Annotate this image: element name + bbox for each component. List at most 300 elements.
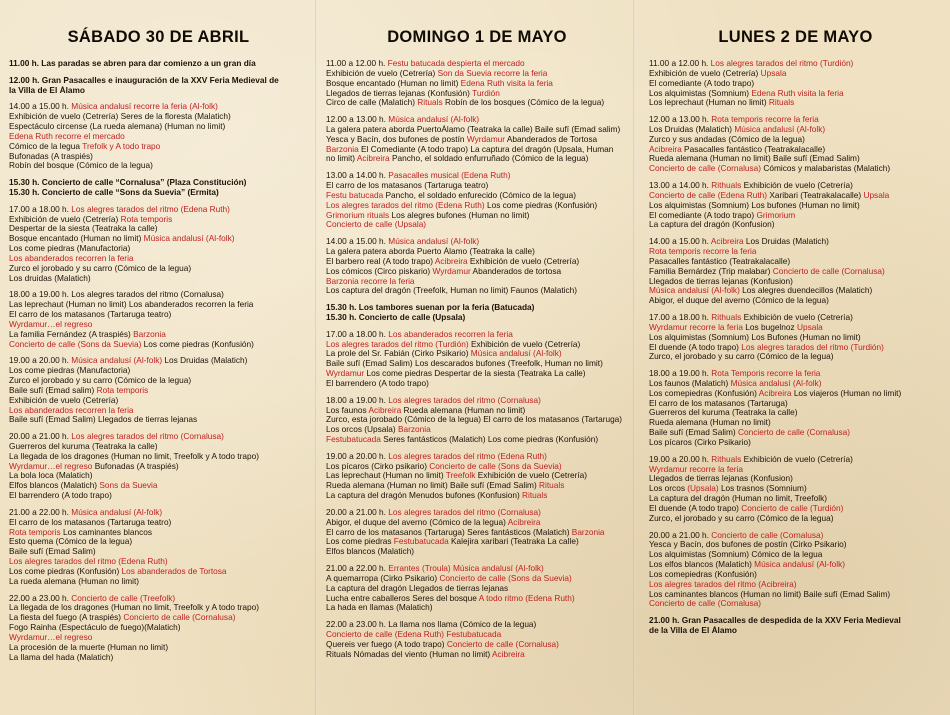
schedule-block xyxy=(9,59,308,69)
schedule-line xyxy=(649,115,942,125)
act-text: Llegados de tierras lejanas (Konfusion) xyxy=(649,276,793,286)
highlighted-act: Concierto de calle (Cornalusa) xyxy=(738,428,851,438)
highlighted-act: Festu batucada xyxy=(326,190,384,200)
schedule-line xyxy=(326,303,628,313)
highlighted-act: Edena Ruth visita la feria xyxy=(751,88,844,98)
highlighted-act: Trefolk y A todo trapo xyxy=(82,141,161,151)
act-text: La rueda alemana (Human no limit) xyxy=(9,576,140,586)
highlighted-act: Los abanderados recorren la feria xyxy=(388,329,513,339)
highlighted-act: Festubatucada xyxy=(326,435,381,445)
act-text: Los Druidas (Malatich) xyxy=(649,124,735,134)
bold-announcement: la Villa de El Álamo xyxy=(9,85,85,95)
schedule-line xyxy=(649,570,942,580)
act-text: Exhibición de vuelo (Cetrería) Seres de la floresta (Malatich) xyxy=(9,112,231,122)
highlighted-act: Acibreira xyxy=(507,517,541,527)
highlighted-act: Concierto de calle (Upsala) xyxy=(326,220,427,230)
highlighted-act: Acibreira xyxy=(368,405,402,415)
schedule-block xyxy=(649,181,942,230)
highlighted-act: Grimorium xyxy=(756,210,796,220)
schedule-line xyxy=(9,406,308,416)
highlighted-act: Barzonia xyxy=(326,144,359,154)
schedule-line xyxy=(649,145,942,155)
highlighted-act: Concierto de calle (Cornalusa) xyxy=(649,164,762,174)
schedule-line xyxy=(9,415,308,425)
schedule-line xyxy=(9,547,308,557)
act-text: 18.00 a 19.00 h. xyxy=(649,369,712,379)
highlighted-act: Wyrdamur recorre la feria xyxy=(649,322,743,332)
highlighted-act: Los alegres tarados del ritmo (Edena Ruth) xyxy=(71,204,230,214)
act-text: La captura del dragón (Konfusion) xyxy=(649,220,775,230)
highlighted-act: A todo ritmo (Edena Ruth) xyxy=(478,593,575,603)
schedule-line xyxy=(649,191,942,201)
highlighted-act: Música andalusí (Al-folk) xyxy=(470,349,562,359)
schedule-block xyxy=(9,594,308,663)
bold-announcement: 15.30 h. Los tambores suenan por la feria (Batucada) xyxy=(326,303,535,313)
schedule-line xyxy=(326,396,628,406)
highlighted-act: Rota temporis xyxy=(9,527,61,537)
act-text: Pancho, el soldado enfurruñado (Cómico de la legua) xyxy=(389,154,589,164)
schedule-line xyxy=(9,320,308,330)
act-text: Los alquimistas (Somnium) Los bufones (Human no limit) xyxy=(649,200,860,210)
highlighted-act: Música andalusí recorre la feria (Al-folk) xyxy=(71,102,218,112)
act-text: 19.00 a 20.00 h. xyxy=(326,451,389,461)
schedule-line xyxy=(649,343,942,353)
schedule-line xyxy=(649,79,942,89)
act-text: Robín de los bosques (Cómico de la legua) xyxy=(442,98,605,108)
schedule-line xyxy=(326,574,628,584)
day-title: LUNES 2 DE MAYO xyxy=(718,28,873,46)
schedule-block xyxy=(326,396,628,445)
act-text: Exhibición de vuelo (Cetrería) xyxy=(649,68,761,78)
highlighted-act: Barzonia xyxy=(133,329,166,339)
highlighted-act: Los alegres tarados del ritmo (Cornalusa) xyxy=(388,507,541,517)
act-text: La llegada de los dragones (Human no limit, Treefolk y A todo trapo) xyxy=(9,451,259,461)
act-text: Guerreros del kuruma (Teatraka la calle) xyxy=(9,441,158,451)
schedule-line xyxy=(326,537,628,547)
schedule-line xyxy=(649,135,942,145)
schedule-block xyxy=(326,452,628,501)
act-text: Espectáculo circense (La rueda alemana) (Human no limit) xyxy=(9,122,226,131)
schedule-line xyxy=(326,359,628,369)
act-text: Los elfos blancos (Malatich) xyxy=(649,560,755,570)
schedule-line xyxy=(9,481,308,491)
schedule-line xyxy=(649,181,942,191)
schedule-block xyxy=(326,330,628,389)
highlighted-act: Los alegres tarados del ritmo (Turdión) xyxy=(710,59,854,68)
schedule-line xyxy=(9,205,308,215)
schedule-line xyxy=(649,626,942,636)
highlighted-act: Upsala xyxy=(760,68,787,78)
highlighted-act: Los alegres tarados del ritmo (Cornalusa) xyxy=(388,395,541,405)
bold-announcement: 15.30 h. Concierto de calle “Sons da Suevia” (Ermita) xyxy=(9,187,219,197)
schedule-line xyxy=(9,432,308,442)
schedule-line xyxy=(649,98,942,108)
schedule-line xyxy=(9,102,308,112)
highlighted-act: Rithuals xyxy=(711,181,742,191)
act-text: Zurco el jorobado y su carro (Cómico de la legua) xyxy=(9,263,192,273)
act-text: La fiesta del fuego (A traspiés) xyxy=(9,613,124,623)
schedule-line xyxy=(326,435,628,445)
schedule-line xyxy=(649,333,942,343)
act-text: Zurco y sus andadas (Cómico de la legua) xyxy=(649,134,805,144)
schedule-line xyxy=(326,452,628,462)
schedule-line xyxy=(649,465,942,475)
highlighted-act: Acibreira xyxy=(649,144,682,154)
schedule-line xyxy=(9,340,308,350)
schedule-line xyxy=(649,550,942,560)
schedule-line xyxy=(326,286,628,296)
schedule-line xyxy=(649,59,942,69)
schedule-line xyxy=(9,86,308,96)
schedule-line xyxy=(9,623,308,633)
highlighted-act: Concierto de calle (Sons da Suevia) xyxy=(439,573,572,583)
schedule-line xyxy=(326,191,628,201)
act-text: Abigor, el duque del averno (Cómico de la legua) xyxy=(326,517,508,527)
act-text: Las leprechaut (Human no limit) xyxy=(326,471,446,481)
schedule-line xyxy=(649,504,942,514)
act-text: Seres fantásticos (Malatich) Los come piedras (Konfusión) xyxy=(380,435,599,445)
schedule-line xyxy=(9,462,308,472)
schedule-line xyxy=(649,286,942,296)
schedule-line xyxy=(326,201,628,211)
highlighted-act: Upsala xyxy=(796,322,823,332)
schedule-line xyxy=(9,188,308,198)
act-text: La hada en llamas (Malatich) xyxy=(326,603,433,613)
act-text: Quereis ver fuego (A todo trapo) xyxy=(326,639,447,649)
highlighted-act: Rituals xyxy=(539,481,565,491)
schedule-line xyxy=(326,603,628,613)
act-text: Exhibición de vuelo (Cetrería) xyxy=(475,471,588,481)
schedule-line xyxy=(326,462,628,472)
highlighted-act: Edena Ruth visita la feria xyxy=(460,78,553,88)
highlighted-act: Sons da Suevia xyxy=(99,481,158,491)
act-text: 13.00 a 14.00 h. xyxy=(326,171,389,181)
act-text: El carro de los matasanos (Tartaruga) xyxy=(649,398,788,408)
act-text: El comediante (A todo trapo) xyxy=(649,210,757,220)
act-text: Los orcos (Upsala) xyxy=(326,425,398,435)
schedule-line xyxy=(9,396,308,406)
highlighted-act: Son da Suevia recorre la feria xyxy=(437,68,548,78)
schedule-line xyxy=(649,125,942,135)
act-text: La galera patera aborda Puerto Álamo (Teatraka la calle) xyxy=(326,247,535,257)
schedule-line xyxy=(649,540,942,550)
schedule-line xyxy=(649,69,942,79)
highlighted-act: Acibreira xyxy=(434,256,468,266)
schedule-line xyxy=(649,267,942,277)
schedule-block xyxy=(326,59,628,108)
act-text: Despertar de la siesta (Teatraka la calle) xyxy=(9,224,158,234)
schedule-line xyxy=(649,560,942,570)
act-text: El comediante (A todo trapo) xyxy=(649,78,755,88)
schedule-line xyxy=(9,442,308,452)
act-text: Los alegres bufones (Human no limit) xyxy=(389,210,530,220)
highlighted-act: Wyrdamur xyxy=(326,369,365,379)
schedule-line xyxy=(649,313,942,323)
schedule-line xyxy=(326,349,628,359)
schedule-line xyxy=(9,577,308,587)
act-text: Los comepiedras (Konfusión) xyxy=(649,388,759,398)
highlighted-act: Música andalusí (Al-folk) xyxy=(754,560,845,570)
highlighted-act: Concierto de calle (Cornalusa) xyxy=(711,530,824,540)
act-text: Baile sufí (Emad Salim) xyxy=(9,547,96,557)
act-text: Los come piedras (Manufactoria) xyxy=(9,244,131,254)
schedule-line xyxy=(326,181,628,191)
highlighted-act: Los alegres tarados del ritmo (Turdión) xyxy=(326,339,469,349)
act-text: Bufonadas (A traspiés) xyxy=(9,151,93,161)
highlighted-act: Barzonia recorre la feria xyxy=(326,276,415,286)
act-text: Lucha entre caballeros Seres del bosque xyxy=(326,593,479,603)
act-text: La captura del dragón Menudos bufones (Konfusion) xyxy=(326,491,523,501)
schedule-block xyxy=(9,205,308,284)
act-text: Robín del bosque (Cómico de la legua) xyxy=(9,161,153,171)
act-text: Los alquimistas (Somnium) xyxy=(649,88,752,98)
act-text: Yesca y Bacín, dos bufones de postín xyxy=(326,134,467,144)
highlighted-act: Concierto de calle (Turdión) xyxy=(741,503,844,513)
schedule-line xyxy=(326,247,628,257)
act-text: Los leprechaut (Human no limit) xyxy=(649,98,769,108)
act-text: Los captura del dragón (Treefolk, Human no limit) Faunos (Malatich) xyxy=(326,286,578,296)
highlighted-act: Música andalusí (Al-folk) xyxy=(734,124,826,134)
schedule-line xyxy=(9,122,308,132)
schedule-line xyxy=(649,379,942,389)
act-text: Baile sufí (Emad Salim) Los descarados bufones (Treefolk, Human no limit) xyxy=(326,359,603,369)
schedule-block xyxy=(649,313,942,362)
act-text: 11.00 a 12.00 h. xyxy=(326,59,388,68)
schedule-line xyxy=(326,145,628,155)
schedule-block xyxy=(326,303,628,323)
highlighted-act: Música andalusí (Al-folk) xyxy=(71,356,163,366)
highlighted-act: Edena Ruth recorre el mercado xyxy=(9,131,125,141)
act-text: 11.00 a 12.00 h. xyxy=(649,59,711,68)
act-text: 19.00 a 20.00 h. xyxy=(649,454,712,464)
highlighted-act: Los abanderados recorren la feria xyxy=(9,405,134,415)
schedule-line xyxy=(649,590,942,600)
column-lunes xyxy=(634,0,950,715)
schedule-line xyxy=(326,508,628,518)
bold-announcement: 15.30 h. Concierto de calle (Upsala) xyxy=(326,312,466,322)
act-text: Familia Bernárdez (Trip malabar) xyxy=(649,266,773,276)
act-text: Kalejira xaribari (Teatraka La calle) xyxy=(448,537,579,547)
schedule-line xyxy=(9,471,308,481)
schedule-line xyxy=(9,633,308,643)
act-text: Las leprechaut (Human no limit) Los abanderados recorren la feria xyxy=(9,300,254,310)
schedule-line xyxy=(326,564,628,574)
schedule-block xyxy=(326,237,628,296)
schedule-line xyxy=(326,630,628,640)
schedule-line xyxy=(649,428,942,438)
schedule-line xyxy=(9,112,308,122)
highlighted-act: Música andalusí (Al-folk) xyxy=(649,286,740,296)
schedule-line xyxy=(326,313,628,323)
act-text: Elfos blancos (Malatich) xyxy=(9,481,100,491)
schedule-block xyxy=(9,76,308,96)
schedule-line xyxy=(326,471,628,481)
highlighted-act: Rithuals xyxy=(711,454,742,464)
schedule-line xyxy=(9,224,308,234)
act-text: Rituals Nómadas del viento (Human no limit) xyxy=(326,649,493,659)
act-text: La llama del hada (Malatich) xyxy=(9,652,114,662)
highlighted-act: Acibreira xyxy=(758,388,792,398)
highlighted-act: Música andalusí (Al-folk) xyxy=(71,507,163,517)
schedule-line xyxy=(9,613,308,623)
act-text: La llegada de los dragones (Human no limit, Treefolk y A todo trapo) xyxy=(9,603,259,613)
highlighted-act: Barzonia xyxy=(571,527,605,537)
highlighted-act: Los alegres tarados del ritmo (Edena Ruth) xyxy=(326,200,485,210)
highlighted-act: Concierto de calle (Cornalusa) xyxy=(772,266,885,276)
schedule-line xyxy=(649,531,942,541)
act-text: Xaribari (Teatrakalacalle) xyxy=(767,190,864,200)
schedule-block xyxy=(649,237,942,306)
schedule-block xyxy=(649,115,942,174)
act-text: El barrendero (A todo trapo) xyxy=(9,491,112,501)
schedule-line xyxy=(649,474,942,484)
schedule-block xyxy=(9,290,308,349)
highlighted-act: Concierto de calle (Cornalusa) xyxy=(123,613,236,623)
act-text: Llegados de tierras lejanas (Konfusion) xyxy=(649,474,793,484)
schedule-line xyxy=(326,650,628,660)
schedule-line xyxy=(649,164,942,174)
schedule-line xyxy=(326,59,628,69)
act-text: 17.00 a 18.00 h. xyxy=(649,312,712,322)
act-text: Exhibición de vuelo (Cetrería) xyxy=(467,256,580,266)
act-text: La prole del Sr. Fabián (Cirko Psikario) xyxy=(326,349,471,359)
act-text: Exhibición de vuelo (Cetrería) xyxy=(9,395,119,405)
act-text: Llegados de tierras lejanas (Konfusión) xyxy=(326,88,473,98)
highlighted-act: Rota Temporis recorre la feria xyxy=(711,369,821,379)
schedule-line xyxy=(326,379,628,389)
schedule-line xyxy=(9,76,308,86)
schedule-line xyxy=(326,584,628,594)
act-text: Los pícaros (Cirko psikario) xyxy=(326,461,430,471)
schedule-line xyxy=(9,528,308,538)
act-text: 22.00 a 23.00 h. La llama nos llama (Cómico de la legua) xyxy=(326,620,537,630)
highlighted-act: Concierto de calle (Cornalusa) xyxy=(649,599,762,609)
schedule-line xyxy=(649,438,942,448)
schedule-line xyxy=(9,557,308,567)
highlighted-act: Wyrdamur recorre la feria xyxy=(649,464,743,474)
highlighted-act: Wyrdamur xyxy=(466,134,506,144)
highlighted-act: Turdión xyxy=(472,88,500,98)
schedule-block xyxy=(649,616,942,636)
highlighted-act: (Upsala) xyxy=(687,484,719,494)
act-text: Los pícaros (Cirko Psikario) xyxy=(649,437,751,447)
highlighted-act: Upsala xyxy=(863,190,890,200)
schedule-block xyxy=(9,432,308,501)
act-text: La bola loca (Malatich) xyxy=(9,471,93,481)
schedule-line xyxy=(326,267,628,277)
highlighted-act: Los alegres tarados del ritmo (Acibreira) xyxy=(649,579,797,589)
act-text: 20.00 a 21.00 h. xyxy=(326,507,389,517)
schedule-line xyxy=(9,132,308,142)
act-text: A quemarropa (Cirko Psikario) xyxy=(326,573,440,583)
act-text: Exhibición de vuelo (Cetrería) xyxy=(741,454,853,464)
act-text: Exhibición de vuelo (Cetrería) xyxy=(9,214,121,224)
highlighted-act: Acibreira xyxy=(710,237,744,247)
act-text: Bufonadas (A traspiés) xyxy=(92,461,179,471)
act-text: Los trasnos (Somnium) xyxy=(718,484,807,494)
act-text: Los caminantes blancos (Human no limit) Baile sufí (Emad Salim) xyxy=(649,589,891,599)
highlighted-act: Pasacalles musical (Edena Ruth) xyxy=(388,171,511,181)
highlighted-act: Música andalusí (Al-folk) xyxy=(730,378,822,388)
act-text: El duende (A todo trapo) xyxy=(649,342,742,352)
bold-announcement: 21.00 h. Gran Pasacalles de despedida de la XXV Feria Medieval xyxy=(649,616,901,626)
highlighted-act: Rituals xyxy=(522,491,548,501)
highlighted-act: Concierto de calle (Edena Ruth) xyxy=(649,190,768,200)
schedule-line xyxy=(326,330,628,340)
schedule-line xyxy=(649,352,942,362)
act-text: Los viajeros (Human no limit) xyxy=(791,388,902,398)
act-text: Los Druidas (Malatich) xyxy=(162,356,248,366)
schedule-block xyxy=(326,564,628,613)
schedule-line xyxy=(649,89,942,99)
schedule-line xyxy=(326,257,628,267)
act-text: Los bugelnoz xyxy=(742,322,797,332)
schedule-line xyxy=(649,455,942,465)
schedule-block xyxy=(326,171,628,230)
schedule-line xyxy=(9,508,308,518)
act-text: Exhibición de vuelo (Cetrería) xyxy=(741,181,853,191)
act-text: La captura del dragón (Human no limit, Treefolk) xyxy=(649,494,828,504)
day-title: SÁBADO 30 DE ABRIL xyxy=(67,28,250,46)
act-text: Los druidas (Malatich) xyxy=(9,273,91,283)
act-text: Zurco, el jorobado y su carro (Cómico de la legua) xyxy=(649,513,834,523)
schedule-line xyxy=(326,135,628,145)
highlighted-act: Errantes (Troula) Música andalusí (Al-folk) xyxy=(388,563,544,573)
act-text: Baile sufí (Emad salim) xyxy=(9,385,97,395)
highlighted-act: Wyrdamur…el regreso xyxy=(9,319,93,329)
act-text: Exhibición de vuelo (Cetrería) xyxy=(468,339,581,349)
highlighted-act: Los alegres tarados del ritmo (Edena Ruth) xyxy=(388,451,547,461)
act-text: Yesca y Bacín, dos bufones de postín (Cirko Psikario) xyxy=(649,540,847,550)
schedule-line xyxy=(649,201,942,211)
highlighted-act: Los alegres tarados del ritmo (Edena Ruth) xyxy=(9,557,168,567)
highlighted-act: Rithuals xyxy=(711,312,742,322)
schedule-line xyxy=(326,125,628,135)
act-text: El carro de los matasanos (Tartaruga teatro) xyxy=(9,310,172,320)
act-text: Rueda alemana (Human no limit) xyxy=(401,405,526,415)
act-text: La captura del dragón Llegados de tierras lejanas xyxy=(326,583,509,593)
act-text: Los come piedras (Konfusión) xyxy=(9,566,122,576)
day-title: DOMINGO 1 DE MAYO xyxy=(387,28,567,46)
highlighted-act: Festu batucada despierta el mercado xyxy=(387,59,525,68)
schedule-block xyxy=(649,59,942,108)
schedule-line xyxy=(649,599,942,609)
schedule-line xyxy=(9,366,308,376)
highlighted-act: Los alegres tarados del ritmo (Turdión) xyxy=(741,342,884,352)
schedule-block xyxy=(649,455,942,524)
act-text: 17.00 a 18.00 h. xyxy=(9,204,72,214)
act-text: El barrendero (A todo trapo) xyxy=(326,378,429,388)
act-text: 17.00 a 18.00 h. xyxy=(326,329,389,339)
schedule-block xyxy=(9,508,308,587)
act-text: El carro de los matasanos (Tartaruga teatro) xyxy=(326,181,489,191)
schedule-line xyxy=(649,616,942,626)
schedule-line xyxy=(9,643,308,653)
act-text: Los faunos (Malatich) xyxy=(649,378,731,388)
act-text: Los come piedras (Konfusión) xyxy=(484,200,598,210)
act-text: Rueda alemana (Human no limit) Baile sufí (Emad Salim) xyxy=(649,154,860,164)
schedule-line xyxy=(649,237,942,247)
act-text: 12.00 a 13.00 h. xyxy=(326,115,389,125)
schedule-line xyxy=(326,277,628,287)
schedule-line xyxy=(326,547,628,557)
act-text: Exhibición de vuelo (Cetrería) xyxy=(741,312,853,322)
schedule-line xyxy=(9,59,308,69)
schedule-block xyxy=(326,115,628,164)
schedule-block xyxy=(649,531,942,610)
act-text: no limit) xyxy=(326,154,357,164)
schedule-line xyxy=(326,340,628,350)
